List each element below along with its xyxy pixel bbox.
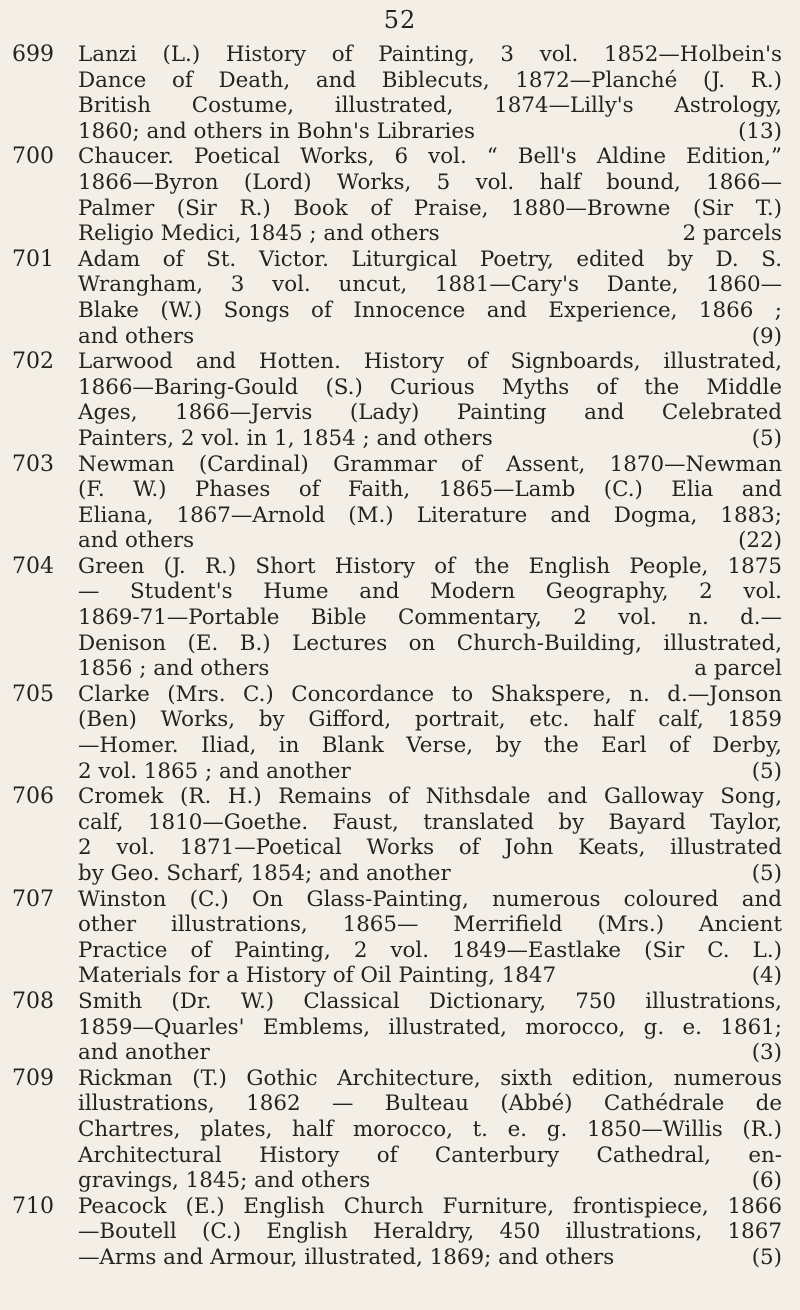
description-line-text: and another xyxy=(78,1040,210,1066)
catalogue-entry xyxy=(0,1194,800,1271)
lot-description xyxy=(78,349,782,451)
lot-number: 707 xyxy=(12,886,54,912)
lot-number: 706 xyxy=(12,784,54,810)
description-line xyxy=(78,324,782,350)
lot-description xyxy=(78,784,782,886)
description-line: 1869-71—Portable Bible Commentary, 2 vol. n. d.— xyxy=(78,605,782,631)
lot-description xyxy=(78,247,782,349)
description-line xyxy=(78,119,782,145)
lot-number: 704 xyxy=(12,553,54,579)
description-line: Palmer (Sir R.) Book of Praise, 1880—Browne (Sir T.) xyxy=(78,195,782,221)
lot-number: 710 xyxy=(12,1193,54,1219)
lot-quantity: (3) xyxy=(751,1040,782,1066)
description-line xyxy=(78,1245,782,1271)
description-line: — Student's Hume and Modern Geography, 2 vol. xyxy=(78,579,782,605)
catalogue-entries xyxy=(0,42,800,1271)
description-line xyxy=(78,861,782,887)
description-line xyxy=(78,759,782,785)
lot-description xyxy=(78,452,782,554)
description-line-text: and others xyxy=(78,528,195,554)
description-line: Chaucer. Poetical Works, 6 vol. “ Bell's Aldine Edition,” xyxy=(78,144,782,170)
lot-quantity: (22) xyxy=(738,528,782,554)
description-line: Rickman (T.) Gothic Architecture, sixth edition, numerous xyxy=(78,1065,782,1091)
catalogue-entry xyxy=(0,554,800,682)
lot-number: 702 xyxy=(12,349,54,375)
lot-quantity: (4) xyxy=(751,963,782,989)
description-line: illustrations, 1862 — Bulteau (Abbé) Cathédrale de xyxy=(78,1091,782,1117)
description-line xyxy=(78,221,782,247)
description-line: 1866—Baring-Gould (S.) Curious Myths of the Middle xyxy=(78,374,782,400)
description-line xyxy=(78,426,782,452)
catalogue-entry xyxy=(0,784,800,886)
description-line: Newman (Cardinal) Grammar of Assent, 1870—Newman xyxy=(78,451,782,477)
description-line: —Homer. Iliad, in Blank Verse, by the Earl of Derby, xyxy=(78,733,782,759)
description-line: Practice of Painting, 2 vol. 1849—Eastlake (Sir C. L.) xyxy=(78,937,782,963)
lot-number: 703 xyxy=(12,451,54,477)
catalogue-entry xyxy=(0,247,800,349)
description-line-text: and others xyxy=(78,323,195,349)
description-line: Smith (Dr. W.) Classical Dictionary, 750 illustrations, xyxy=(78,988,782,1014)
description-line: —Boutell (C.) English Heraldry, 450 illustrations, 1867 xyxy=(78,1219,782,1245)
description-line: British Costume, illustrated, 1874—Lilly's Astrology, xyxy=(78,93,782,119)
catalogue-entry xyxy=(0,1066,800,1194)
lot-number: 700 xyxy=(12,144,54,170)
description-line: (Ben) Works, by Gifford, portrait, etc. half calf, 1859 xyxy=(78,707,782,733)
description-line: 2 vol. 1871—Poetical Works of John Keats, illustrated xyxy=(78,835,782,861)
description-line xyxy=(78,963,782,989)
description-line-text: gravings, 1845; and others xyxy=(78,1168,371,1194)
page-number: 52 xyxy=(383,6,417,34)
lot-description xyxy=(78,144,782,246)
description-line-text: 1860; and others in Bohn's Libraries xyxy=(78,118,476,144)
lot-description xyxy=(78,989,782,1066)
lot-number: 699 xyxy=(12,42,54,67)
catalogue-entry xyxy=(0,42,800,144)
description-line: Ages, 1866—Jervis (Lady) Painting and Celebrated xyxy=(78,400,782,426)
lot-quantity: (5) xyxy=(751,1244,782,1270)
description-line: Architectural History of Canterbury Cathedral, en- xyxy=(78,1142,782,1168)
catalogue-entry xyxy=(0,144,800,246)
description-line: (F. W.) Phases of Faith, 1865—Lamb (C.) Elia and xyxy=(78,477,782,503)
lot-quantity: (5) xyxy=(751,425,782,451)
description-line-text: 1856 ; and others xyxy=(78,656,270,682)
lot-number: 705 xyxy=(12,681,54,707)
description-line: 1866—Byron (Lord) Works, 5 vol. half bound, 1866— xyxy=(78,169,782,195)
description-line: calf, 1810—Goethe. Faust, translated by Bayard Taylor, xyxy=(78,809,782,835)
lot-quantity: (5) xyxy=(751,758,782,784)
description-line: Adam of St. Victor. Liturgical Poetry, edited by D. S. xyxy=(78,246,782,272)
description-line: Blake (W.) Songs of Innocence and Experience, 1866 ; xyxy=(78,297,782,323)
description-line: Eliana, 1867—Arnold (M.) Literature and Dogma, 1883; xyxy=(78,502,782,528)
description-line xyxy=(78,1040,782,1066)
description-line xyxy=(78,656,782,682)
catalogue-entry xyxy=(0,349,800,451)
description-line: 1859—Quarles' Emblems, illustrated, morocco, g. e. 1861; xyxy=(78,1014,782,1040)
description-line: Clarke (Mrs. C.) Concordance to Shakspere, n. d.—Jonson xyxy=(78,681,782,707)
lot-description xyxy=(78,42,782,144)
lot-description xyxy=(78,1194,782,1271)
description-line: Chartres, plates, half morocco, t. e. g. 1850—Willis (R.) xyxy=(78,1116,782,1142)
description-line: Lanzi (L.) History of Painting, 3 vol. 1852—Holbein's xyxy=(78,42,782,67)
description-line xyxy=(78,1168,782,1194)
lot-number: 701 xyxy=(12,246,54,272)
description-line: Denison (E. B.) Lectures on Church-Building, illustrated, xyxy=(78,630,782,656)
description-line-text: Painters, 2 vol. in 1, 1854 ; and others xyxy=(78,425,493,451)
description-line-text: 2 vol. 1865 ; and another xyxy=(78,758,351,784)
catalogue-entry xyxy=(0,887,800,989)
lot-description xyxy=(78,1066,782,1194)
lot-quantity: (6) xyxy=(751,1168,782,1194)
description-line-text: Religio Medici, 1845 ; and others xyxy=(78,221,440,247)
description-line: Winston (C.) On Glass-Painting, numerous coloured and xyxy=(78,886,782,912)
description-line-text: Materials for a History of Oil Painting, 1847 xyxy=(78,963,557,989)
lot-description xyxy=(78,554,782,682)
description-line-text: by Geo. Scharf, 1854; and another xyxy=(78,861,451,886)
description-line: Larwood and Hotten. History of Signboards, illustrated, xyxy=(78,349,782,375)
lot-quantity: (9) xyxy=(751,323,782,349)
description-line: Wrangham, 3 vol. uncut, 1881—Cary's Dante, 1860— xyxy=(78,272,782,298)
lot-number: 709 xyxy=(12,1065,54,1091)
description-line: Green (J. R.) Short History of the English People, 1875 xyxy=(78,553,782,579)
description-line: Peacock (E.) English Church Furniture, frontispiece, 1866 xyxy=(78,1193,782,1219)
lot-quantity: (5) xyxy=(751,861,782,886)
catalogue-entry xyxy=(0,989,800,1066)
description-line-text: —Arms and Armour, illustrated, 1869; and others xyxy=(78,1244,615,1270)
description-line: other illustrations, 1865— Merrifield (Mrs.) Ancient xyxy=(78,912,782,938)
description-line xyxy=(78,528,782,554)
lot-quantity: a parcel xyxy=(694,656,782,682)
lot-description xyxy=(78,887,782,989)
lot-quantity: (13) xyxy=(738,118,782,144)
lot-number: 708 xyxy=(12,988,54,1014)
lot-description xyxy=(78,682,782,784)
catalogue-entry xyxy=(0,682,800,784)
catalogue-entry xyxy=(0,452,800,554)
lot-quantity: 2 parcels xyxy=(682,221,782,247)
description-line: Cromek (R. H.) Remains of Nithsdale and Galloway Song, xyxy=(78,784,782,810)
description-line: Dance of Death, and Biblecuts, 1872—Planché (J. R.) xyxy=(78,67,782,93)
